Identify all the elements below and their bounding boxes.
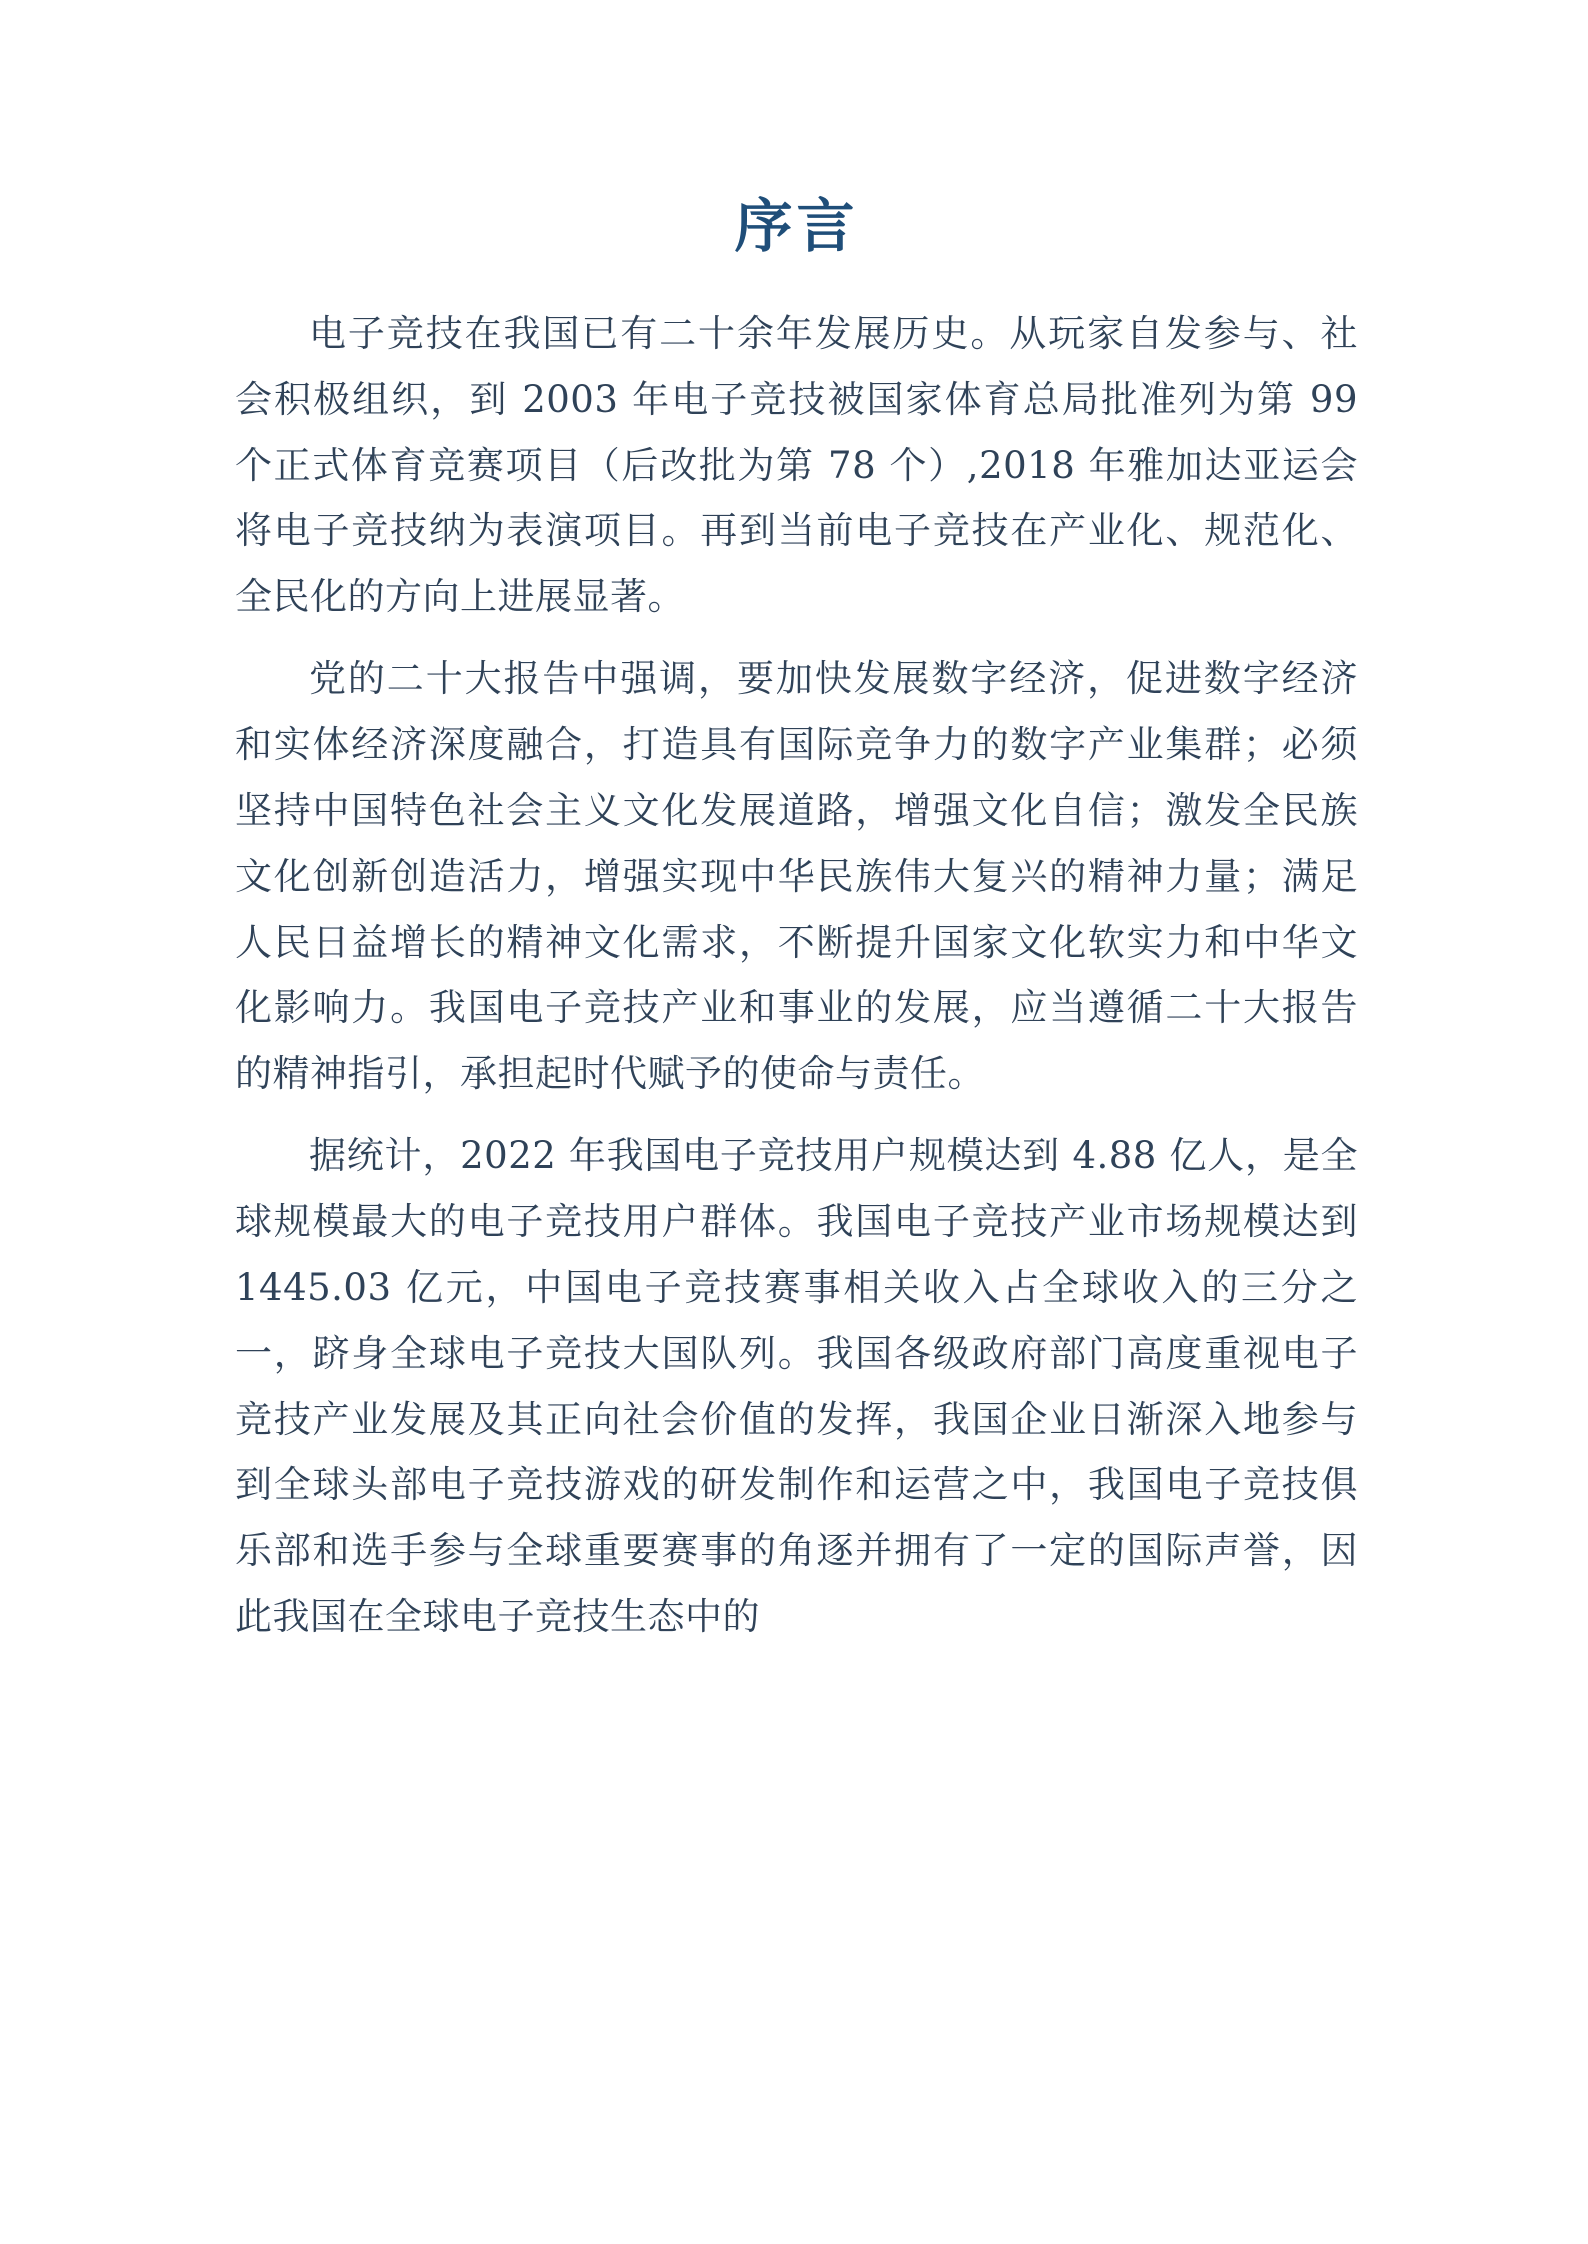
body-paragraph: 党的二十大报告中强调，要加快发展数字经济，促进数字经济和实体经济深度融合，打造具有国际竞争力的数字产业集群；必须坚持中国特色社会主义文化发展道路，增强文化自信；激发全民族文化创新创造活力，增强实现中华民族伟大复兴的精神力量；满足人民日益增长的精神文化需求，不断提升国家文化软实力和中华文化影响力。我国电子竞技产业和事业的发展，应当遵循二十大报告的精神指引，承担起时代赋予的使命与责任。	[235, 657, 1358, 1096]
body-paragraph: 据统计，2022 年我国电子竞技用户规模达到 4.88 亿人，是全球规模最大的电子竞技用户群体。我国电子竞技产业市场规模达到 1445.03 亿元，中国电子竞技赛事相关收入占全球收入的三分之一，跻身全球电子竞技大国队列。我国各级政府部门高度重视电子竞技产业发展及其正向社会价值的发挥，我国企业日渐深入地参与到全球头部电子竞技游戏的研发制作和运营之中，我国电子竞技俱乐部和选手参与全球重要赛事的角逐并拥有了一定的国际声誉，因此我国在全球电子竞技生态中的	[235, 1134, 1358, 1639]
page-title: 序言	[734, 192, 859, 260]
body-paragraph: 电子竞技在我国已有二十余年发展历史。从玩家自发参与、社会积极组织，到 2003 年电子竞技被国家体育总局批准列为第 99 个正式体育竞赛项目（后改批为第 78 个）,2018 年雅加达亚运会将电子竞技纳为表演项目。再到当前电子竞技在产业化、规范化、全民化的方向上进展显著。	[235, 311, 1358, 619]
